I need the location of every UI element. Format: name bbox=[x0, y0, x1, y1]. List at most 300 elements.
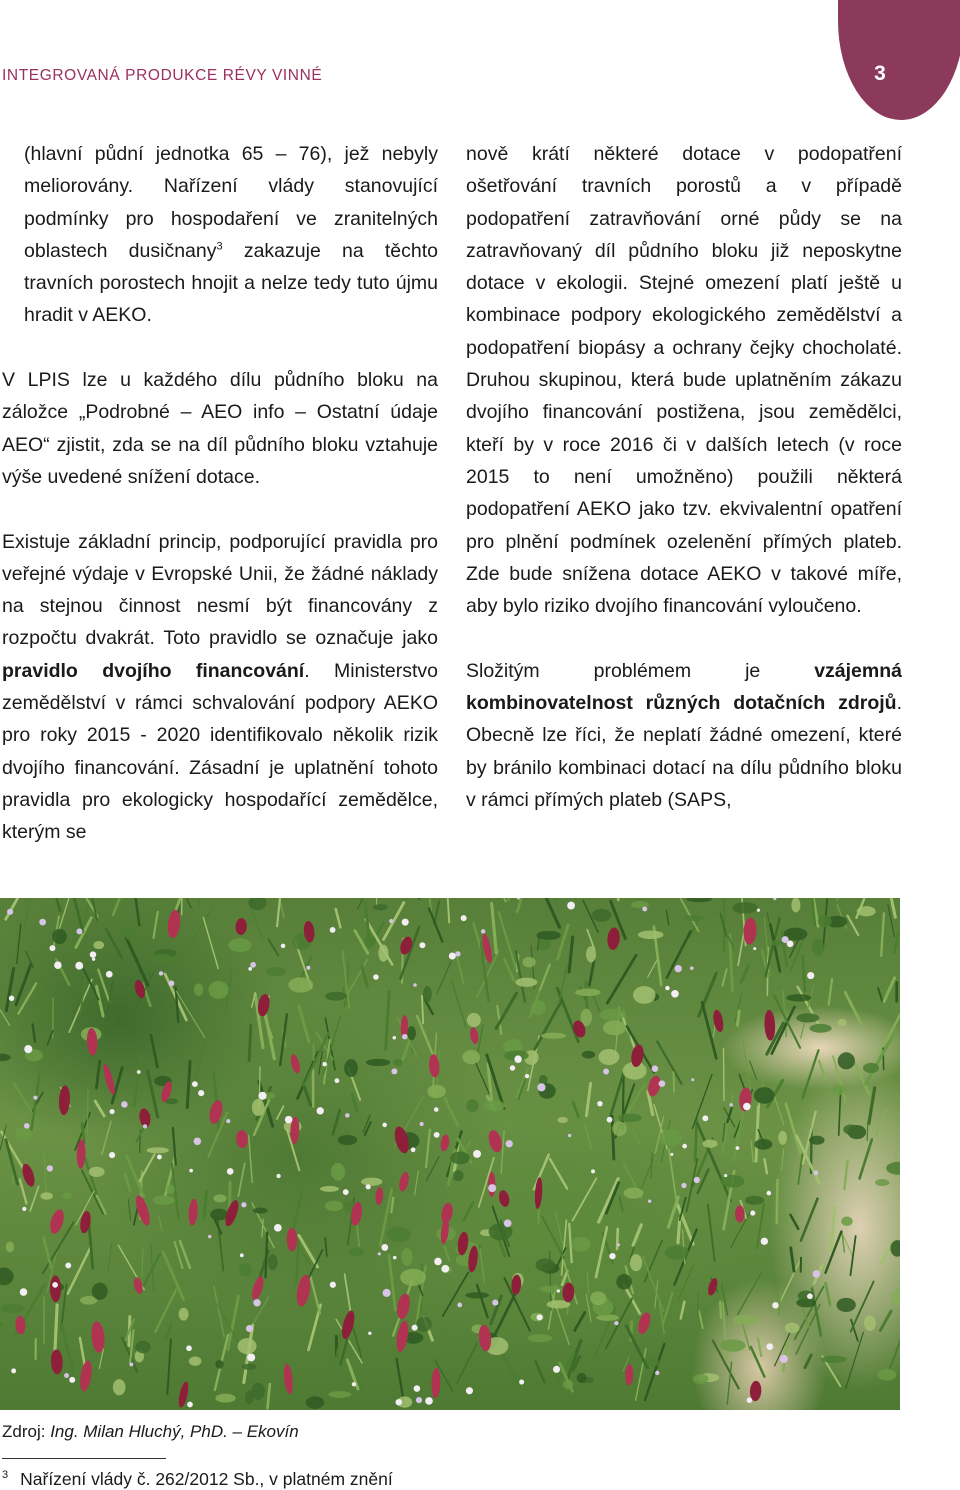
grass-blade bbox=[151, 1035, 158, 1067]
leaf bbox=[809, 1136, 824, 1145]
white-flower bbox=[525, 1074, 529, 1078]
white-flower bbox=[393, 1036, 396, 1039]
leaf bbox=[557, 1117, 568, 1123]
grass-blade bbox=[699, 973, 716, 1016]
white-flower bbox=[274, 1224, 282, 1232]
leaf bbox=[590, 1291, 606, 1305]
text-run: . Ministerstvo zemědělství v rámci schvalování podpory AEKO pro roky 2015 - 2020 identifikovalo několik rizik dvojího financování. Zásadní je uplatnění tohoto pravidla pro ekologicky hospodařící zemědělce, kterým se bbox=[2, 659, 438, 844]
white-flower bbox=[743, 1103, 751, 1111]
leaf bbox=[325, 1201, 343, 1211]
grass-blade bbox=[558, 925, 569, 960]
white-flower bbox=[506, 1140, 513, 1147]
white-flower bbox=[597, 1101, 602, 1106]
leaf bbox=[786, 994, 811, 1001]
white-flower bbox=[670, 1153, 673, 1156]
leaf bbox=[821, 1356, 847, 1363]
white-flower bbox=[416, 1397, 422, 1403]
leaf bbox=[320, 1186, 339, 1192]
white-flower bbox=[157, 1155, 162, 1160]
leaf bbox=[239, 1263, 252, 1276]
grass-blade bbox=[722, 1284, 728, 1315]
white-flower bbox=[345, 1113, 349, 1117]
leaf bbox=[721, 1175, 745, 1188]
white-flower bbox=[609, 1253, 615, 1259]
grass-blade bbox=[492, 904, 497, 953]
leaf bbox=[253, 1208, 268, 1214]
white-flower bbox=[414, 1385, 421, 1392]
grass-blade bbox=[108, 1242, 112, 1271]
leaf bbox=[733, 1315, 758, 1325]
footnote-reference[interactable]: 3 bbox=[216, 240, 223, 253]
white-flower bbox=[52, 1282, 58, 1288]
grass-blade bbox=[555, 1212, 563, 1244]
leaf bbox=[462, 1050, 480, 1064]
white-flower bbox=[434, 1132, 440, 1138]
white-flower bbox=[730, 1103, 733, 1106]
grass-blade bbox=[889, 1336, 900, 1370]
white-flower bbox=[129, 1362, 133, 1366]
grass-blade bbox=[102, 1121, 111, 1154]
grass-blade bbox=[125, 1174, 130, 1191]
leaf bbox=[113, 1379, 126, 1395]
white-flower bbox=[352, 1382, 356, 1386]
grass-blade bbox=[607, 955, 636, 1003]
white-flower bbox=[75, 962, 83, 970]
grass-blade bbox=[24, 898, 32, 929]
grass-blade bbox=[126, 938, 148, 985]
leaf bbox=[393, 1059, 402, 1066]
clover-flower bbox=[58, 1085, 71, 1115]
leaf bbox=[618, 1114, 642, 1122]
grass-blade bbox=[70, 898, 83, 932]
grass-blade bbox=[134, 1056, 142, 1106]
white-flower bbox=[671, 990, 679, 998]
clover-flower bbox=[289, 1053, 302, 1074]
white-flower bbox=[247, 1353, 255, 1361]
leaf bbox=[603, 1020, 626, 1035]
grass-blade bbox=[586, 1083, 590, 1115]
text-run: (hlavní půdní jednotka 65 – 76), jež nebyly meliorovány. Nařízení vlády stanovující podmínky pro hospodaření ve zranitelných oblastech dusičnany bbox=[24, 143, 438, 262]
caption-source: Ing. Milan Hluchý, PhD. – Ekovín bbox=[50, 1422, 299, 1441]
grass-blade bbox=[839, 1089, 841, 1135]
leaf bbox=[577, 1373, 587, 1383]
leaf bbox=[646, 1357, 659, 1367]
leaf bbox=[0, 1304, 24, 1313]
white-flower bbox=[368, 1332, 371, 1335]
grass-blade bbox=[267, 1384, 269, 1408]
leaf bbox=[536, 1258, 555, 1271]
grass-blade bbox=[6, 969, 13, 1011]
grass-blade bbox=[589, 960, 594, 985]
leaf bbox=[796, 1013, 819, 1022]
text-run: Existuje základní princip, podporující pravidla pro veřejné výdaje v Evropské Unii, že žádné náklady na stejnou činnost nesmí být financovány z rozpočtu dvakrát. Toto pravidlo se označuje jako bbox=[2, 530, 438, 650]
grass-blade bbox=[610, 1072, 623, 1117]
leaf bbox=[809, 1024, 831, 1033]
leaf bbox=[875, 1179, 889, 1186]
clover-flower bbox=[497, 1189, 510, 1208]
white-flower bbox=[253, 1299, 260, 1306]
white-flower bbox=[807, 1293, 813, 1299]
caption-prefix: Zdroj: bbox=[2, 1422, 51, 1441]
white-flower bbox=[607, 1117, 613, 1123]
white-flower bbox=[419, 1122, 423, 1126]
leaf bbox=[6, 1241, 14, 1252]
white-flower bbox=[186, 1345, 192, 1351]
grass-blade bbox=[569, 1224, 571, 1263]
white-flower bbox=[617, 1243, 620, 1246]
grass-blade bbox=[536, 1361, 545, 1382]
white-flower bbox=[519, 1380, 524, 1385]
footnote-divider bbox=[2, 1458, 166, 1459]
clover-flower bbox=[375, 1187, 384, 1206]
grass-blade bbox=[699, 1311, 703, 1329]
grass-blade bbox=[80, 971, 86, 1014]
grass-blade bbox=[478, 1025, 483, 1052]
leaf bbox=[123, 927, 135, 940]
white-flower bbox=[449, 952, 456, 959]
grass-blade bbox=[741, 966, 748, 983]
grass-blade bbox=[6, 1140, 18, 1184]
grass-blade bbox=[643, 1256, 664, 1311]
grass-blade bbox=[138, 1154, 154, 1183]
white-flower bbox=[396, 1399, 402, 1405]
grass-blade bbox=[666, 910, 668, 924]
leaf bbox=[400, 1269, 426, 1286]
grass-blade bbox=[198, 898, 200, 906]
white-flower bbox=[121, 1101, 128, 1108]
white-flower bbox=[11, 1368, 16, 1373]
grass-blade bbox=[550, 1159, 567, 1189]
clover-flower bbox=[712, 1009, 725, 1033]
grass-blade bbox=[280, 1014, 287, 1065]
white-flower bbox=[90, 951, 97, 958]
grass-blade bbox=[265, 1233, 267, 1278]
grass-blade bbox=[43, 1238, 51, 1268]
leaf bbox=[527, 1334, 552, 1342]
leaf bbox=[135, 1341, 150, 1353]
grass-blade bbox=[737, 1011, 739, 1025]
grass-blade bbox=[214, 1287, 224, 1337]
white-flower bbox=[33, 1096, 37, 1100]
leaf bbox=[531, 1000, 545, 1015]
leaf bbox=[886, 1162, 900, 1175]
leaf bbox=[745, 1196, 764, 1205]
grass-blade bbox=[59, 898, 75, 931]
white-flower bbox=[92, 957, 95, 960]
grass-blade bbox=[51, 898, 60, 911]
grass-blade bbox=[187, 1061, 190, 1107]
white-flower bbox=[240, 1253, 244, 1257]
grass-blade bbox=[723, 1049, 724, 1101]
grass-blade bbox=[751, 1141, 753, 1162]
grass-blade bbox=[477, 1285, 488, 1317]
white-flower bbox=[473, 1150, 481, 1158]
clover-flower bbox=[283, 1363, 294, 1394]
grass-blade bbox=[203, 917, 218, 968]
clover-flower bbox=[78, 1360, 93, 1392]
grass-blade bbox=[587, 1272, 589, 1293]
grass-blade bbox=[249, 1025, 251, 1060]
leaf bbox=[228, 938, 251, 952]
grass-blade bbox=[142, 1248, 143, 1277]
white-flower bbox=[69, 1377, 75, 1383]
leaf bbox=[732, 902, 757, 913]
grass-blade bbox=[826, 1283, 830, 1305]
white-flower bbox=[110, 1109, 115, 1114]
leaf bbox=[15, 1127, 32, 1140]
leaf bbox=[373, 904, 388, 910]
paragraph bbox=[466, 655, 902, 816]
grass-blade bbox=[37, 985, 41, 1031]
white-flower bbox=[434, 1107, 439, 1112]
leaf bbox=[863, 1063, 879, 1073]
white-flower bbox=[461, 915, 467, 921]
white-flower bbox=[767, 1191, 772, 1196]
white-flower bbox=[49, 945, 55, 951]
grass-blade bbox=[426, 1130, 430, 1167]
grass-blade bbox=[352, 1095, 357, 1111]
leaf bbox=[179, 1308, 189, 1321]
white-flower bbox=[159, 971, 163, 975]
white-flower bbox=[682, 1144, 687, 1149]
grass-blade bbox=[687, 1159, 698, 1211]
clover-flower bbox=[534, 1177, 543, 1209]
grass-blade bbox=[876, 1110, 886, 1135]
grass-blade bbox=[269, 940, 279, 956]
white-flower bbox=[553, 1366, 560, 1373]
leaf bbox=[778, 1131, 787, 1145]
grass-blade bbox=[779, 1291, 781, 1314]
white-flower bbox=[402, 919, 409, 926]
grass-blade bbox=[106, 929, 122, 958]
leaf bbox=[586, 946, 596, 962]
leaf bbox=[387, 1227, 411, 1243]
clover-flower bbox=[50, 1349, 63, 1374]
leaf bbox=[838, 1052, 855, 1069]
white-flower bbox=[814, 1170, 819, 1175]
paragraph bbox=[2, 526, 438, 849]
grass-blade bbox=[819, 1061, 825, 1079]
leaf bbox=[754, 1087, 775, 1104]
grass-blade bbox=[17, 924, 21, 963]
white-flower bbox=[419, 942, 425, 948]
grass-blade bbox=[623, 1073, 624, 1130]
grass-blade bbox=[155, 1290, 176, 1332]
grass-blade bbox=[829, 979, 832, 1005]
grass-blade bbox=[443, 1272, 468, 1316]
grass-blade bbox=[415, 1171, 419, 1195]
white-flower bbox=[20, 1288, 28, 1296]
clover-flower bbox=[606, 927, 620, 950]
paragraph bbox=[2, 138, 438, 332]
white-flower bbox=[772, 1302, 778, 1308]
leaf bbox=[238, 1338, 257, 1354]
white-flower bbox=[492, 1300, 498, 1306]
leaf bbox=[772, 940, 782, 946]
leaf bbox=[208, 981, 228, 999]
white-flower bbox=[143, 1124, 147, 1128]
leaf bbox=[52, 929, 67, 944]
grass-blade bbox=[844, 1161, 847, 1189]
grass-blade bbox=[644, 1240, 662, 1282]
grass-blade bbox=[878, 988, 882, 1002]
white-flower bbox=[24, 1123, 30, 1129]
leaf bbox=[857, 906, 876, 916]
leaf bbox=[571, 1237, 590, 1252]
grass-blade bbox=[68, 1247, 91, 1294]
clover-flower bbox=[132, 1276, 144, 1294]
clover-flower bbox=[440, 1202, 455, 1224]
leaf bbox=[365, 935, 375, 948]
white-flower bbox=[389, 919, 393, 923]
grass-blade bbox=[573, 1102, 578, 1117]
leaf bbox=[812, 939, 824, 957]
clover-flower bbox=[235, 918, 248, 936]
leaf bbox=[349, 1248, 364, 1257]
white-flower bbox=[343, 1189, 349, 1195]
grass-blade bbox=[837, 898, 838, 900]
grass-blade bbox=[499, 912, 516, 968]
figure-caption bbox=[2, 1421, 299, 1443]
white-flower bbox=[659, 1080, 666, 1087]
grass-blade bbox=[61, 1284, 66, 1328]
grass-blade bbox=[159, 1217, 162, 1231]
grass-blade bbox=[303, 1084, 310, 1105]
white-flower bbox=[322, 1062, 327, 1067]
leaf bbox=[754, 1139, 772, 1150]
leaf bbox=[720, 1339, 745, 1351]
white-flower bbox=[187, 1402, 193, 1408]
leaf bbox=[837, 1298, 856, 1312]
white-flower bbox=[655, 1371, 659, 1375]
text-run: zakazuje na těchto travních porostech hnojit a nelze tedy tuto újmu hradit v AEKO. bbox=[24, 239, 439, 327]
grass-blade bbox=[325, 1238, 327, 1256]
grass-blade bbox=[540, 965, 550, 990]
grass-blade bbox=[238, 1163, 244, 1196]
grass-blade bbox=[391, 1198, 393, 1212]
grass-blade bbox=[299, 1006, 309, 1042]
white-flower bbox=[750, 1211, 755, 1216]
leaf bbox=[146, 1147, 169, 1153]
leaf bbox=[841, 1217, 852, 1227]
white-flower bbox=[681, 1183, 686, 1188]
leaf bbox=[89, 1167, 105, 1177]
white-flower bbox=[106, 971, 113, 978]
white-flower bbox=[373, 974, 379, 980]
leaf bbox=[541, 1033, 566, 1039]
leaf bbox=[331, 1163, 345, 1181]
grass-blade bbox=[632, 1128, 640, 1145]
leaf bbox=[306, 1396, 325, 1409]
white-flower bbox=[335, 1078, 340, 1083]
grass-blade bbox=[720, 1302, 721, 1318]
leaf bbox=[624, 1188, 644, 1199]
white-flower bbox=[306, 966, 310, 970]
leaf bbox=[40, 1192, 53, 1199]
grass-blade bbox=[575, 1313, 585, 1331]
grass-blade bbox=[87, 1090, 88, 1135]
grass-blade bbox=[738, 930, 744, 966]
grass-blade bbox=[674, 1072, 675, 1092]
white-flower bbox=[285, 1116, 293, 1124]
grass-blade bbox=[95, 1101, 104, 1116]
leaf bbox=[791, 898, 800, 912]
leaf bbox=[843, 1124, 858, 1134]
grass-blade bbox=[681, 1302, 685, 1319]
grass-blade bbox=[852, 1058, 869, 1094]
leaf bbox=[467, 1013, 481, 1027]
leaf bbox=[251, 1383, 265, 1400]
grass-blade bbox=[782, 1196, 787, 1227]
page-number: 3 bbox=[874, 62, 886, 85]
paragraph: V LPIS lze u každého dílu půdního bloku na záložce „Podrobné – AEO info – Ostatní údaje AEO“ zjistit, zda se na díl půdního bloku vztahuje výše uvedené snížení dotace. bbox=[2, 369, 438, 488]
grass-blade bbox=[805, 1355, 811, 1368]
grass-blade bbox=[176, 991, 205, 1038]
grass-blade bbox=[860, 1139, 872, 1178]
leaf bbox=[0, 1054, 11, 1062]
leaf bbox=[612, 1121, 627, 1136]
grass-blade bbox=[336, 909, 341, 927]
leaf bbox=[416, 1316, 432, 1332]
white-flower bbox=[47, 1165, 53, 1171]
grass-blade bbox=[504, 959, 514, 981]
leaf bbox=[288, 977, 313, 992]
grass-blade bbox=[480, 1245, 485, 1283]
clover-flower bbox=[101, 1063, 117, 1096]
white-flower bbox=[510, 1065, 515, 1070]
white-flower bbox=[773, 898, 776, 900]
clover-flower bbox=[431, 1368, 441, 1398]
grass-blade bbox=[517, 898, 532, 912]
white-flower bbox=[724, 1174, 727, 1177]
white-flower bbox=[76, 928, 82, 934]
grass-blade bbox=[756, 1104, 759, 1161]
grass-blade bbox=[881, 913, 884, 955]
white-flower bbox=[642, 906, 647, 911]
leaf bbox=[328, 1391, 351, 1398]
white-flower bbox=[54, 961, 62, 969]
text-run: Složitým problémem je bbox=[466, 659, 815, 682]
grass-blade bbox=[845, 993, 861, 1024]
grass-blade bbox=[128, 1199, 130, 1220]
grass-blade bbox=[33, 1024, 35, 1041]
left-column bbox=[2, 138, 438, 881]
leaf bbox=[818, 915, 832, 927]
grass-blade bbox=[569, 937, 573, 972]
white-flower bbox=[488, 1184, 496, 1192]
white-flower bbox=[481, 929, 485, 933]
grass-blade bbox=[669, 1150, 676, 1199]
clover-flower bbox=[395, 1292, 412, 1320]
white-flower bbox=[192, 1081, 198, 1087]
grass-blade bbox=[585, 1126, 591, 1149]
grass-blade bbox=[445, 1247, 450, 1261]
page-number-tab bbox=[838, 0, 960, 120]
clover-flower bbox=[236, 1130, 249, 1149]
bold-term: vzájemná kombinovatelnost různých dotačních zdrojů bbox=[466, 659, 902, 715]
grass-blade bbox=[516, 1068, 527, 1096]
grass-blade bbox=[596, 1227, 607, 1277]
grass-blade bbox=[698, 1293, 699, 1318]
white-flower bbox=[813, 1270, 821, 1278]
white-flower bbox=[317, 1107, 324, 1114]
leaf bbox=[450, 1152, 470, 1165]
grass-blade bbox=[6, 898, 29, 919]
grass-blade bbox=[867, 1122, 868, 1140]
grass-blade bbox=[695, 1119, 697, 1160]
leaf bbox=[582, 1051, 595, 1059]
grass-blade bbox=[668, 1197, 678, 1227]
